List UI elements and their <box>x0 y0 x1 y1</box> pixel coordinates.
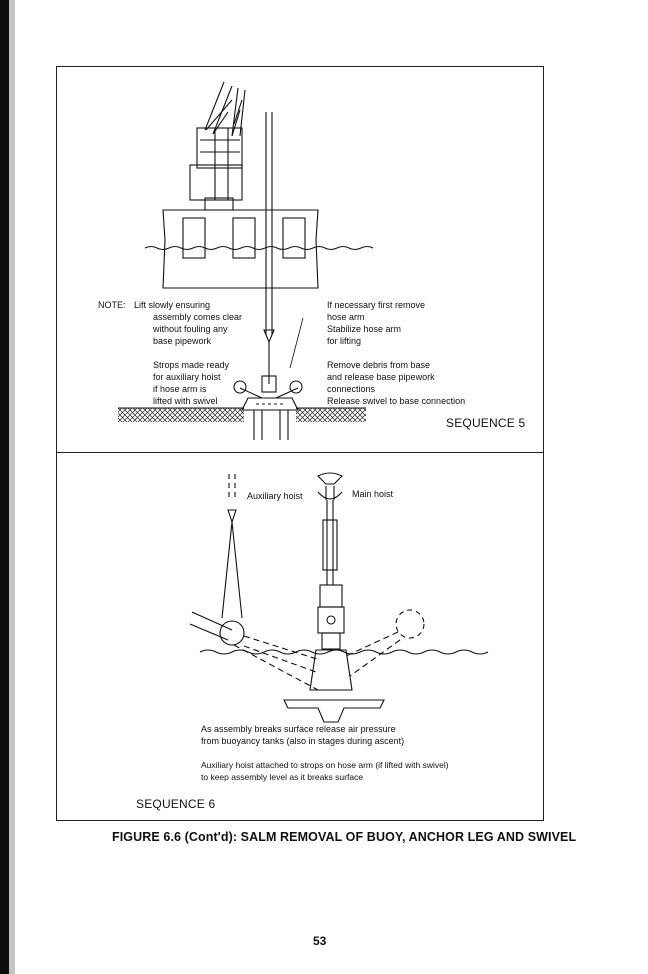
seabed-right <box>296 408 366 422</box>
strops-line: for auxiliary hoist <box>153 372 221 382</box>
note-line: without fouling any <box>153 324 228 334</box>
page-number: 53 <box>313 934 327 948</box>
swivel-assembly-drawing-6 <box>310 585 352 690</box>
auxiliary-attach-line: Auxiliary hoist attached to strops on hose arm (if lifted with swivel) <box>201 760 449 770</box>
air-pressure-line: As assembly breaks surface release air pressure <box>201 724 396 734</box>
remove-arm-line: for lifting <box>327 336 362 346</box>
debris-line: and release base pipework <box>327 372 435 382</box>
hose-arm-right <box>396 610 424 638</box>
remove-arm-line: Stabilize hose arm <box>327 324 402 334</box>
auxiliary-attach-line: to keep assembly level as it breaks surface <box>201 772 364 782</box>
seabed-left <box>118 408 244 422</box>
strops-line: lifted with swivel <box>153 396 218 406</box>
hose-arm-left <box>190 612 232 640</box>
remove-arm-line: If necessary first remove <box>327 300 426 310</box>
note-line: assembly comes clear <box>153 312 243 322</box>
main-hoist-label: Main hoist <box>352 489 394 499</box>
debris-line: connections <box>327 384 376 394</box>
sequence-5-label: SEQUENCE 5 <box>446 416 526 430</box>
sea-surface-line-6 <box>200 650 488 654</box>
note-label: NOTE: <box>98 300 126 310</box>
air-pressure-line: from buoyancy tanks (also in stages during ascent) <box>201 736 405 746</box>
crane-boom-drawing <box>190 82 245 210</box>
debris-line: Remove debris from base <box>327 360 431 370</box>
strops-line: if hose arm is <box>153 384 207 394</box>
note-line: base pipework <box>153 336 212 346</box>
figure-caption: FIGURE 6.6 (Cont'd): SALM REMOVAL OF BUOY, ANCHOR LEG AND SWIVEL <box>112 830 577 844</box>
auxiliary-hoist-label: Auxiliary hoist <box>247 491 303 501</box>
strops-line: Strops made ready <box>153 360 230 370</box>
main-hook-top <box>318 473 342 484</box>
base-plate <box>284 700 384 722</box>
remove-arm-line: hose arm <box>327 312 365 322</box>
swivel-assembly-drawing-5 <box>234 376 302 410</box>
sequence-6-drawing <box>190 473 488 722</box>
sequence-6-label: SEQUENCE 6 <box>136 797 216 811</box>
debris-line: Release swivel to base connection <box>327 396 466 406</box>
sea-surface-line-5 <box>145 247 373 250</box>
note-line: Lift slowly ensuring <box>134 300 211 310</box>
